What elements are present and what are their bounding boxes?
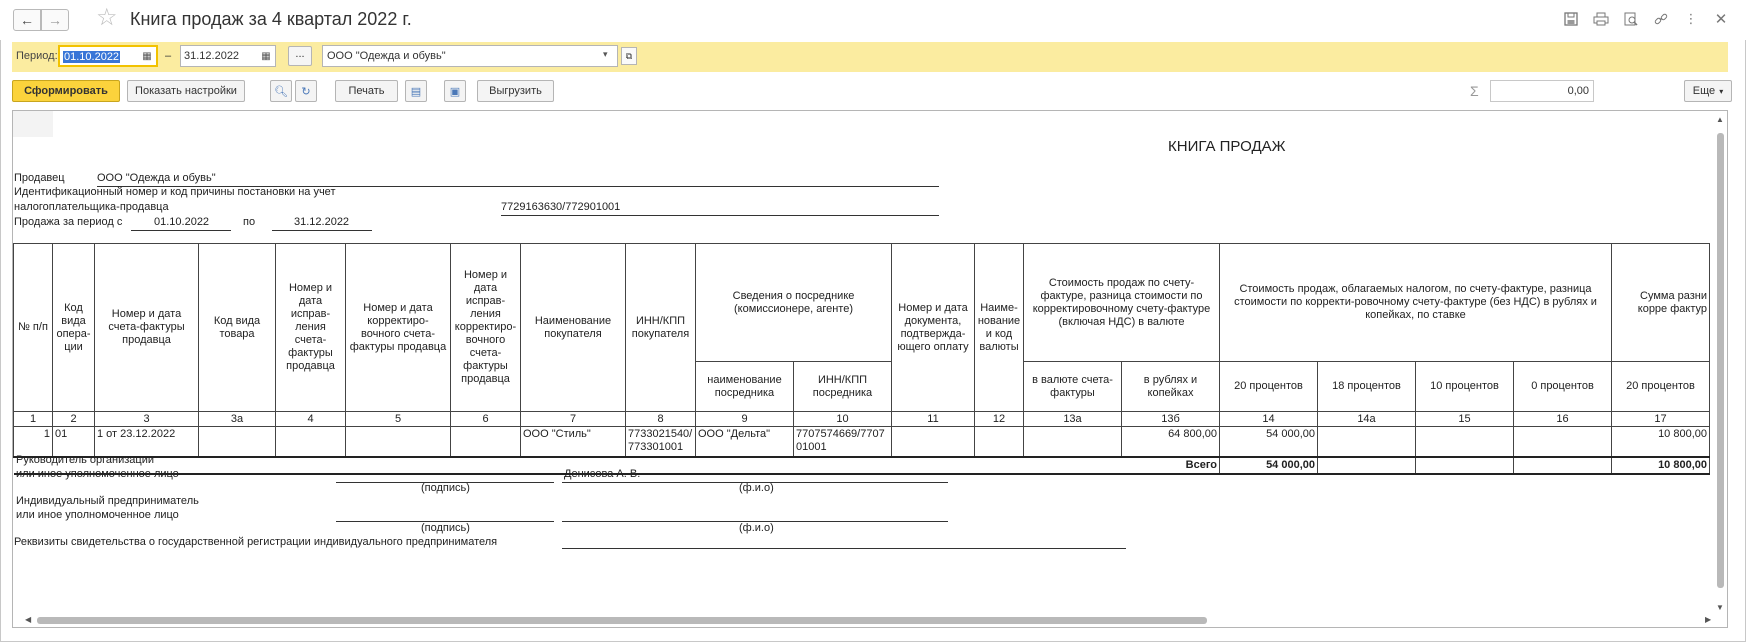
header-cell: 18 процентов bbox=[1318, 362, 1416, 412]
sales-book-table bbox=[13, 243, 1710, 475]
report-corner bbox=[13, 111, 53, 137]
cell-17: 10 800,00 bbox=[1612, 427, 1710, 457]
vertical-scroll-thumb[interactable] bbox=[1717, 133, 1724, 588]
header-cell: Сведения о посреднике (комиссионере, агенте) bbox=[696, 244, 892, 362]
cell-empty bbox=[1514, 427, 1612, 457]
organization-field[interactable]: ООО "Одежда и обувь" bbox=[322, 45, 618, 67]
column-number: 13б bbox=[1122, 412, 1220, 427]
scroll-right-icon[interactable]: ▶ bbox=[1705, 615, 1712, 624]
header-cell: ИНН/КПП покупателя bbox=[626, 244, 696, 412]
header-cell: Номер и дата корректиро-вочного счета-фактуры продавца bbox=[346, 244, 451, 412]
period-dash: – bbox=[165, 50, 172, 62]
column-number: 16 bbox=[1514, 412, 1612, 427]
calendar-icon[interactable]: ▦ bbox=[142, 50, 152, 62]
cell-empty bbox=[1514, 457, 1612, 474]
header-cell: Код вида опера-ции bbox=[53, 244, 95, 412]
cell-invoice: 1 от 23.12.2022 bbox=[95, 427, 199, 457]
cell-buyer: ООО "Стиль" bbox=[521, 427, 626, 457]
date-to-value: 31.12.2022 bbox=[184, 50, 240, 62]
column-number: 14 bbox=[1220, 412, 1318, 427]
sum-field[interactable]: 0,00 bbox=[1490, 80, 1594, 102]
inn-underline bbox=[501, 215, 939, 216]
cell-buyer-inn: 7733021540/ 773301001 bbox=[626, 427, 696, 457]
column-number: 17 bbox=[1612, 412, 1710, 427]
cell-empty bbox=[1416, 427, 1514, 457]
header-cell: Наиме-нование и код валюты bbox=[975, 244, 1024, 412]
fio-caption: (ф.и.о) bbox=[739, 482, 774, 494]
header-cell: Номер и дата исправ-ления счета-фактуры продавца bbox=[276, 244, 346, 412]
header-cell: Номер и дата счета-фактуры продавца bbox=[95, 244, 199, 412]
vertical-scrollbar[interactable] bbox=[1715, 115, 1725, 615]
period-to: 31.12.2022 bbox=[294, 216, 350, 228]
more-vertical-icon[interactable]: ⋮ bbox=[1684, 11, 1698, 26]
registration-line bbox=[562, 548, 1126, 549]
show-settings-button[interactable]: Показать настройки bbox=[127, 80, 245, 102]
inn-value: 7729163630/772901001 bbox=[501, 201, 621, 213]
header-cell: Наименование покупателя bbox=[521, 244, 626, 412]
header-cell: наименование посредника bbox=[696, 362, 794, 412]
header-cell: Сумма разни корре фактур bbox=[1612, 244, 1710, 362]
header-cell: Номер и дата документа, подтвержда-ющего оплату bbox=[892, 244, 975, 412]
save-icon[interactable]: ▣ bbox=[444, 80, 466, 102]
cell-empty bbox=[451, 427, 521, 457]
column-number: 9 bbox=[696, 412, 794, 427]
head-label-1: Руководитель организации bbox=[16, 454, 155, 466]
cell-n: 1 bbox=[14, 427, 53, 457]
total-label: Всего bbox=[14, 457, 1220, 474]
fio-caption: (ф.и.о) bbox=[739, 522, 774, 534]
arrow-right-icon: → bbox=[48, 12, 62, 28]
window-title: Книга продаж за 4 квартал 2022 г. bbox=[130, 9, 412, 29]
link-icon[interactable] bbox=[1652, 10, 1670, 28]
cell-13b: 64 800,00 bbox=[1122, 427, 1220, 457]
table-row[interactable] bbox=[14, 427, 1710, 457]
header-cell: 0 процентов bbox=[1514, 362, 1612, 412]
seller-value: ООО "Одежда и обувь" bbox=[97, 172, 216, 184]
generate-button[interactable]: Сформировать bbox=[12, 80, 120, 102]
period-from-underline bbox=[131, 230, 231, 231]
cell-14: 54 000,00 bbox=[1220, 427, 1318, 457]
column-number: 15 bbox=[1416, 412, 1514, 427]
ip-label-2: или иное уполномоченное лицо bbox=[16, 509, 179, 521]
header-cell: 10 процентов bbox=[1416, 362, 1514, 412]
command-bar bbox=[12, 80, 1728, 104]
header-cell: 20 процентов bbox=[1612, 362, 1710, 412]
header-cell: Номер и дата исправ-ления корректиро-вочного счета-фактуры продавца bbox=[451, 244, 521, 412]
cell-empty bbox=[1024, 427, 1122, 457]
preview-icon[interactable] bbox=[1622, 10, 1640, 28]
total-17: 10 800,00 bbox=[1612, 457, 1710, 474]
preview-icon[interactable]: ▤ bbox=[405, 80, 427, 102]
header-cell: Стоимость продаж по счету-фактуре, разница стоимости по корректировочному счету-фактуре (включая НДС) в валюте bbox=[1024, 244, 1220, 362]
sign-caption: (подпись) bbox=[421, 482, 470, 494]
cell-op: 01 bbox=[53, 427, 95, 457]
arrow-left-icon: ← bbox=[20, 12, 34, 28]
header-cell: ИНН/КПП посредника bbox=[794, 362, 892, 412]
header-cell: № п/п bbox=[14, 244, 53, 412]
more-button[interactable] bbox=[1684, 80, 1732, 102]
period-select-button[interactable]: ... bbox=[288, 46, 312, 66]
header-cell: в рублях и копейках bbox=[1122, 362, 1220, 412]
cell-agent: ООО "Дельта" bbox=[696, 427, 794, 457]
header-cell: 20 процентов bbox=[1220, 362, 1318, 412]
filter-bar bbox=[12, 42, 1728, 72]
chevron-down-icon[interactable]: ▾ bbox=[603, 49, 608, 59]
forward-button[interactable] bbox=[41, 9, 69, 31]
column-number: 5 bbox=[346, 412, 451, 427]
column-number: 3а bbox=[199, 412, 276, 427]
column-number: 7 bbox=[521, 412, 626, 427]
scroll-up-icon[interactable]: ▲ bbox=[1716, 115, 1724, 124]
report-title: КНИГА ПРОДАЖ bbox=[1168, 138, 1286, 155]
ip-label-1: Индивидуальный предприниматель bbox=[16, 495, 199, 507]
column-number: 4 bbox=[276, 412, 346, 427]
cell-empty bbox=[1318, 427, 1416, 457]
title-actions bbox=[1562, 10, 1730, 28]
report-area[interactable] bbox=[12, 110, 1728, 628]
header-cell: Стоимость продаж, облагаемых налогом, по счету-фактуре, разница стоимости по корректи-ровочному счету-фактуре (без НДС) в рублях и копейках, по ставке bbox=[1220, 244, 1612, 362]
total-row bbox=[14, 457, 1710, 474]
column-number: 1 bbox=[14, 412, 53, 427]
cell-empty bbox=[346, 427, 451, 457]
scroll-left-icon[interactable]: ◀ bbox=[25, 615, 32, 624]
cell-empty bbox=[1318, 457, 1416, 474]
close-icon[interactable]: ✕ bbox=[1714, 11, 1728, 28]
back-button[interactable] bbox=[13, 9, 41, 31]
column-number: 3 bbox=[95, 412, 199, 427]
column-number: 12 bbox=[975, 412, 1024, 427]
horizontal-scroll-thumb[interactable] bbox=[37, 617, 1207, 624]
favorite-star-icon[interactable]: ☆ bbox=[96, 4, 118, 31]
column-number: 8 bbox=[626, 412, 696, 427]
cell-empty bbox=[276, 427, 346, 457]
column-number: 6 bbox=[451, 412, 521, 427]
column-number: 10 bbox=[794, 412, 892, 427]
period-to-label: по bbox=[243, 216, 256, 228]
scroll-down-icon[interactable]: ▼ bbox=[1716, 603, 1724, 612]
cell-agent-inn: 7707574669/7707 01001 bbox=[794, 427, 892, 457]
cell-empty bbox=[892, 427, 975, 457]
total-14: 54 000,00 bbox=[1220, 457, 1318, 474]
inn-label-2: налогоплательщика-продавца bbox=[14, 201, 169, 213]
save-icon[interactable] bbox=[1562, 10, 1580, 28]
period-from: 01.10.2022 bbox=[154, 216, 210, 228]
column-number: 13а bbox=[1024, 412, 1122, 427]
sum-icon: Σ bbox=[1470, 83, 1479, 99]
inn-label-1: Идентификационный номер и код причины постановки на учет bbox=[14, 186, 336, 198]
registration-label: Реквизиты свидетельства о государственной регистрации индивидуального предпринимателя bbox=[14, 536, 498, 548]
calendar-icon[interactable]: ▦ bbox=[261, 50, 271, 62]
date-from-value: 01.10.2022 bbox=[64, 51, 120, 63]
print-icon[interactable] bbox=[1592, 10, 1610, 28]
open-icon[interactable]: ⧉ bbox=[621, 47, 637, 65]
chevron-down-icon: ▾ bbox=[1719, 86, 1724, 96]
head-label-2: или иное уполномоченное лицо bbox=[16, 468, 179, 480]
print-button[interactable]: Печать bbox=[335, 80, 398, 102]
header-cell: в валюте счета-фактуры bbox=[1024, 362, 1122, 412]
period-label: Продажа за период с bbox=[14, 216, 123, 228]
column-numbers-row bbox=[14, 412, 1710, 427]
more-label: Еще bbox=[1692, 85, 1716, 97]
export-button[interactable]: Выгрузить bbox=[477, 80, 554, 102]
seller-label: Продавец bbox=[14, 172, 65, 184]
cell-empty bbox=[199, 427, 276, 457]
cell-empty bbox=[1416, 457, 1514, 474]
horizontal-scrollbar[interactable] bbox=[25, 615, 1715, 625]
header-cell: Код вида товара bbox=[199, 244, 276, 412]
sign-caption: (подпись) bbox=[421, 522, 470, 534]
head-name: Денисова А. В. bbox=[564, 468, 641, 480]
search-next-icon[interactable]: ↻ bbox=[295, 80, 317, 102]
title-bar bbox=[0, 0, 1746, 40]
search-icon[interactable]: 🔍︎ bbox=[270, 80, 292, 102]
column-number: 2 bbox=[53, 412, 95, 427]
period-label: Период: bbox=[16, 50, 58, 62]
period-to-underline bbox=[272, 230, 372, 231]
column-number: 11 bbox=[892, 412, 975, 427]
column-number: 14а bbox=[1318, 412, 1416, 427]
cell-empty bbox=[975, 427, 1024, 457]
